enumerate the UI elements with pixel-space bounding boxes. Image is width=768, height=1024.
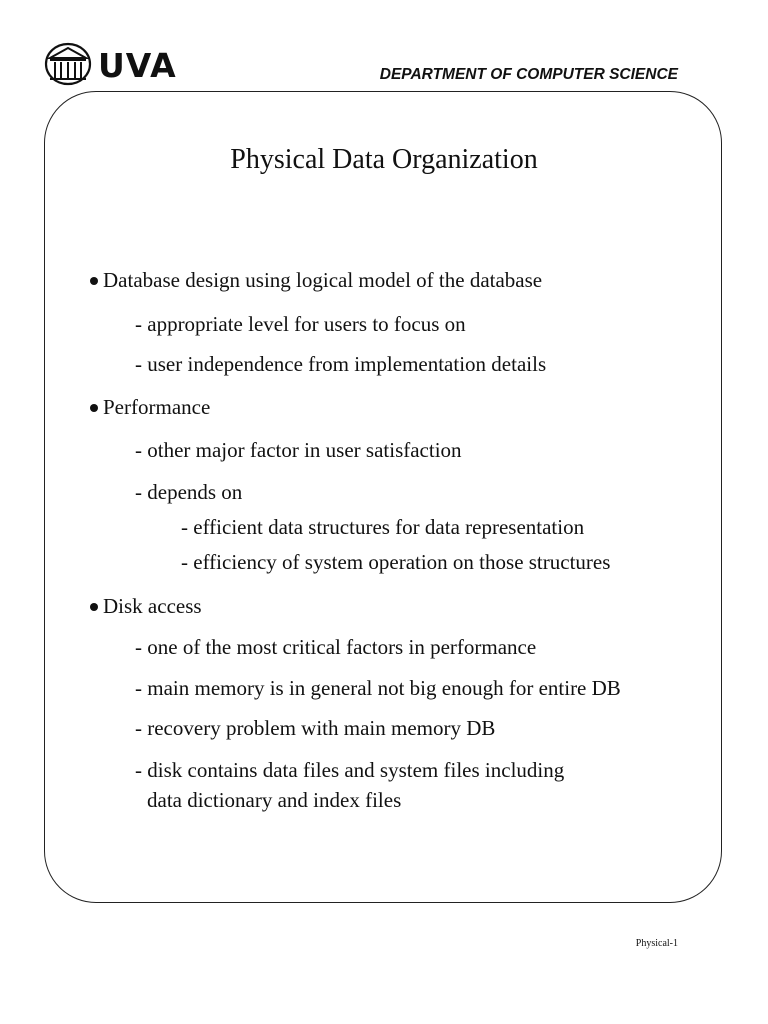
- rotunda-logo-icon: [44, 42, 92, 86]
- sub-sub-bullet-text: - efficient data structures for data representation: [181, 515, 585, 539]
- sub-bullet-text: - other major factor in user satisfaction: [135, 438, 462, 462]
- bullet-text: Performance: [103, 395, 211, 419]
- bullet-icon: [90, 277, 98, 285]
- page-label: Physical-1: [635, 938, 678, 949]
- sub-bullet-text: - disk contains data files and system files including: [135, 758, 565, 782]
- sub-bullet-text: - one of the most critical factors in performance: [135, 635, 537, 659]
- sub-bullet-continuation: data dictionary and index files: [147, 788, 402, 812]
- bullet-text: Database design using logical model of the database: [103, 268, 543, 292]
- bullet-icon: [90, 404, 98, 412]
- sub-bullet-text: - appropriate level for users to focus on: [135, 312, 466, 336]
- bullet-icon: [90, 603, 98, 611]
- sub-sub-bullet-text: - efficiency of system operation on those structures: [181, 550, 611, 574]
- department-name: DEPARTMENT OF COMPUTER SCIENCE: [379, 66, 678, 83]
- sub-bullet-text: - recovery problem with main memory DB: [135, 716, 496, 740]
- sub-bullet-text: - depends on: [135, 480, 243, 504]
- sub-bullet-text: - main memory is in general not big enough for entire DB: [135, 676, 621, 700]
- bullet-text: Disk access: [103, 594, 202, 618]
- logo-text: UVA: [98, 46, 177, 85]
- slide-title: Physical Data Organization: [230, 144, 538, 175]
- sub-bullet-text: - user independence from implementation details: [135, 352, 547, 376]
